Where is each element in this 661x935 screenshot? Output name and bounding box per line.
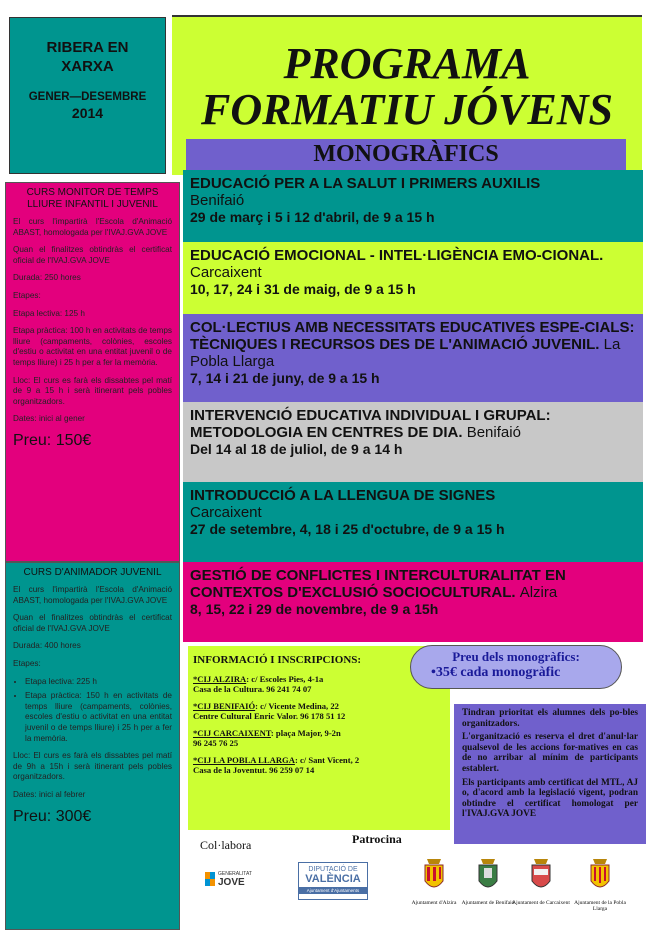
side2-p3: Durada: 400 hores <box>13 641 81 651</box>
course-dates: 27 de setembre, 4, 18 i 25 d'octubre, de 9 a 15 h <box>190 521 505 537</box>
title-line1: PROGRAMA <box>283 39 531 88</box>
coat-of-arms-icon <box>475 855 501 895</box>
side1-p6: Etapa pràctica: 100 h en activitats de temps lliure (campaments, colònies, escoles d'estiu o activitat en una entitat juvenil o de temps lliure) i 25 h per a fer la memòria. <box>13 326 172 367</box>
price-bubble-label: Preu dels monogràfics: <box>452 649 580 664</box>
gva-jove-logo-icon <box>205 872 215 886</box>
seal-caption: Ajuntament de Carcaixent <box>512 900 570 906</box>
cij-pobla-name: *CIJ LA POBLA LLARGA <box>193 755 295 765</box>
seal-caption: Ajuntament de la Pobla Llarga <box>574 900 626 912</box>
seal-benifaio <box>458 855 518 906</box>
header-box <box>9 17 166 174</box>
course-title: COL·LECTIUS AMB NECESSITATS EDUCATIVES ESPE-CIALS: TÈCNIQUES I RECURSOS DES DE L'ANIMACIÓ JUVENIL. <box>190 319 635 353</box>
cij-alzira-address: : c/ Escoles Pies, 4-1a <box>246 674 324 684</box>
course-title: INTRODUCCIÓ A LA LLENGUA DE SIGNES <box>190 487 496 504</box>
header-line2: XARXA <box>61 58 114 75</box>
course-place: Carcaixent <box>190 264 262 281</box>
side2-p1: El curs l'impartirà l'Escola d'Animació ABAST, homologada per l'IVAJ.GVA JOVE <box>13 585 172 605</box>
course-4 <box>183 402 643 482</box>
info-title: INFORMACIÓ I INSCRIPCIONS: <box>193 654 362 666</box>
course-dates: 8, 15, 22 i 29 de novembre, de 9 a 15h <box>190 601 439 617</box>
monographics-label: MONOGRÀFICS <box>186 139 626 170</box>
gva-jove-logo <box>205 869 265 889</box>
side1-p3: Durada: 250 hores <box>13 273 81 283</box>
gva-jove-big: JOVE <box>218 876 245 888</box>
cij-pobla-phone: Casa de la Joventut. 96 259 07 14 <box>193 765 315 775</box>
course-monitor-box <box>5 182 180 562</box>
notes-p3: Els participants amb certificat del MTL, AJ o, d'acord amb la legislació vigent, podran obtindre el certificat homologat per l'IVAJ.GVA JOVE <box>462 777 638 820</box>
side2-price: Preu: 300€ <box>13 807 92 825</box>
header-line4: 2014 <box>71 105 104 121</box>
course-place: Carcaixent <box>190 504 262 521</box>
cij-carcaixent-phone: 96 245 76 25 <box>193 738 239 748</box>
cij-alzira-phone: Casa de la Cultura. 96 241 74 07 <box>193 684 312 694</box>
notes-p2: L'organització es reserva el dret d'anul·lar qualsevol de les accions for-matives en cas de no arribar al mínim de participants establert. <box>462 732 638 774</box>
course-dates: 7, 14 i 21 de juny, de 9 a 15 h <box>190 370 380 386</box>
price-bubble <box>410 645 622 689</box>
course-dates: Del 14 al 18 de juliol, de 9 a 14 h <box>190 441 403 457</box>
diputacio-line1: DIPUTACIÓ DE <box>308 866 358 873</box>
side2-li1: • Etapa lectiva: 225 h <box>25 677 172 688</box>
collabora-label: Col·labora <box>200 838 252 852</box>
cij-carcaixent-name: *CIJ CARCAIXENT <box>193 728 271 738</box>
cij-benifaio-name: *CIJ BENIFAIÓ <box>193 701 256 711</box>
side1-title: CURS MONITOR DE TEMPS LLIURE INFANTIL I JUVENIL <box>26 187 159 210</box>
course-6 <box>183 562 643 642</box>
patrocina-label: Patrocina <box>352 832 402 846</box>
diputacio-logo <box>298 862 368 900</box>
course-place: Benifaió <box>466 424 521 441</box>
diputacio-line3: Ajuntament d'Ajuntaments <box>299 887 367 894</box>
cij-alzira-name: *CIJ ALZIRA <box>193 674 247 684</box>
header-line3: GENER—DESEMBRE <box>28 91 147 103</box>
seal-pobla-llarga <box>570 855 630 912</box>
side2-stages-list <box>25 677 172 745</box>
diputacio-line2: VALÈNCIA <box>305 873 361 885</box>
seal-caption: Ajuntament de Benifaió <box>461 900 515 906</box>
course-5 <box>183 482 643 564</box>
side2-p2: Quan el finalitzes obtindràs el certificat oficial de l'IVAJ.GVA JOVE <box>13 613 172 633</box>
notes-p1: Tindran prioritat els alumnes dels po-bles organitzadors. <box>462 708 638 729</box>
seal-alzira <box>404 855 464 906</box>
side1-price: Preu: 150€ <box>13 431 92 449</box>
header-line1: RIBERA EN <box>46 39 129 56</box>
course-title: EDUCACIÓ EMOCIONAL - INTEL·LIGÈNCIA EMO-CIONAL. <box>190 247 604 264</box>
side2-p4: Etapes: <box>13 658 41 668</box>
side1-p5: Etapa lectiva: 125 h <box>13 308 85 318</box>
course-2 <box>183 242 643 314</box>
side1-p8: Dates: inici al gener <box>13 414 85 424</box>
side1-p7: Lloc: El curs es farà els dissabtes pel matí de 9 a 15 h i serà itinerant pels pobles organitzadors. <box>13 375 172 406</box>
course-title: EDUCACIÓ PER A LA SALUT I PRIMERS AUXILIS <box>190 175 541 192</box>
seal-caption: Ajuntament d'Alzira <box>411 900 457 906</box>
cij-benifaio-phone: Centre Cultural Enric Valor. 96 178 51 12 <box>193 711 346 721</box>
side2-p5: Lloc: El curs es farà els dissabtes pel matí de 9h a 15h i serà itinerant pels pobles organitzadors. <box>13 751 172 782</box>
seal-carcaixent <box>511 855 571 906</box>
course-3 <box>183 314 643 402</box>
course-dates: 10, 17, 24 i 31 de maig, de 9 a 15 h <box>190 281 416 297</box>
coat-of-arms-icon <box>587 855 613 895</box>
course-title: INTERVENCIÓ EDUCATIVA INDIVIDUAL I GRUPAL: METODOLOGIA EN CENTRES DE DIA. <box>190 407 551 441</box>
price-bubble-value: •35€ cada monogràfic <box>431 665 561 680</box>
course-1 <box>183 170 643 242</box>
gva-jove-small: GENERALITAT <box>218 870 252 877</box>
notes-box <box>454 704 646 844</box>
title-line2: FORMATIU JÓVENS <box>200 85 613 134</box>
side1-p4: Etapes: <box>13 290 41 300</box>
cij-carcaixent-address: : plaça Major, 9-2n <box>270 728 341 738</box>
course-animador-box <box>5 562 180 930</box>
side1-p1: El curs l'impartirà l'Escola d'Animació ABAST, homologada per l'IVAJ.GVA JOVE <box>13 217 172 237</box>
side1-p2: Quan el finalitzes obtindràs el certificat oficial de l'IVAJ.GVA JOVE <box>13 245 172 265</box>
cij-benifaio-address: : c/ Vicente Medina, 22 <box>255 701 339 711</box>
coat-of-arms-icon <box>528 855 554 895</box>
side2-p6: Dates: inici al febrer <box>13 789 86 799</box>
course-title: GESTIÓ DE CONFLICTES I INTERCULTURALITAT EN CONTEXTOS D'EXCLUSIÓ SOCIOCULTURAL. <box>190 567 566 601</box>
course-place: Benifaió <box>190 192 245 209</box>
side2-title: CURS D'ANIMADOR JUVENIL <box>23 567 162 578</box>
course-place: Alzira <box>519 584 558 601</box>
coat-of-arms-icon <box>421 855 447 895</box>
course-place: La Pobla Llarga <box>190 336 621 370</box>
side2-li2: • Etapa pràctica: 150 h en activitats de temps lliure (campaments, colònies, escoles d'estiu o activitat en una entitat juvenil o de temps lliure) i 25 h per a fer la memòria. <box>25 691 172 744</box>
course-dates: 29 de març i 5 i 12 d'abril, de 9 a 15 h <box>190 209 435 225</box>
cij-pobla-address: : c/ Sant Vicent, 2 <box>294 755 360 765</box>
